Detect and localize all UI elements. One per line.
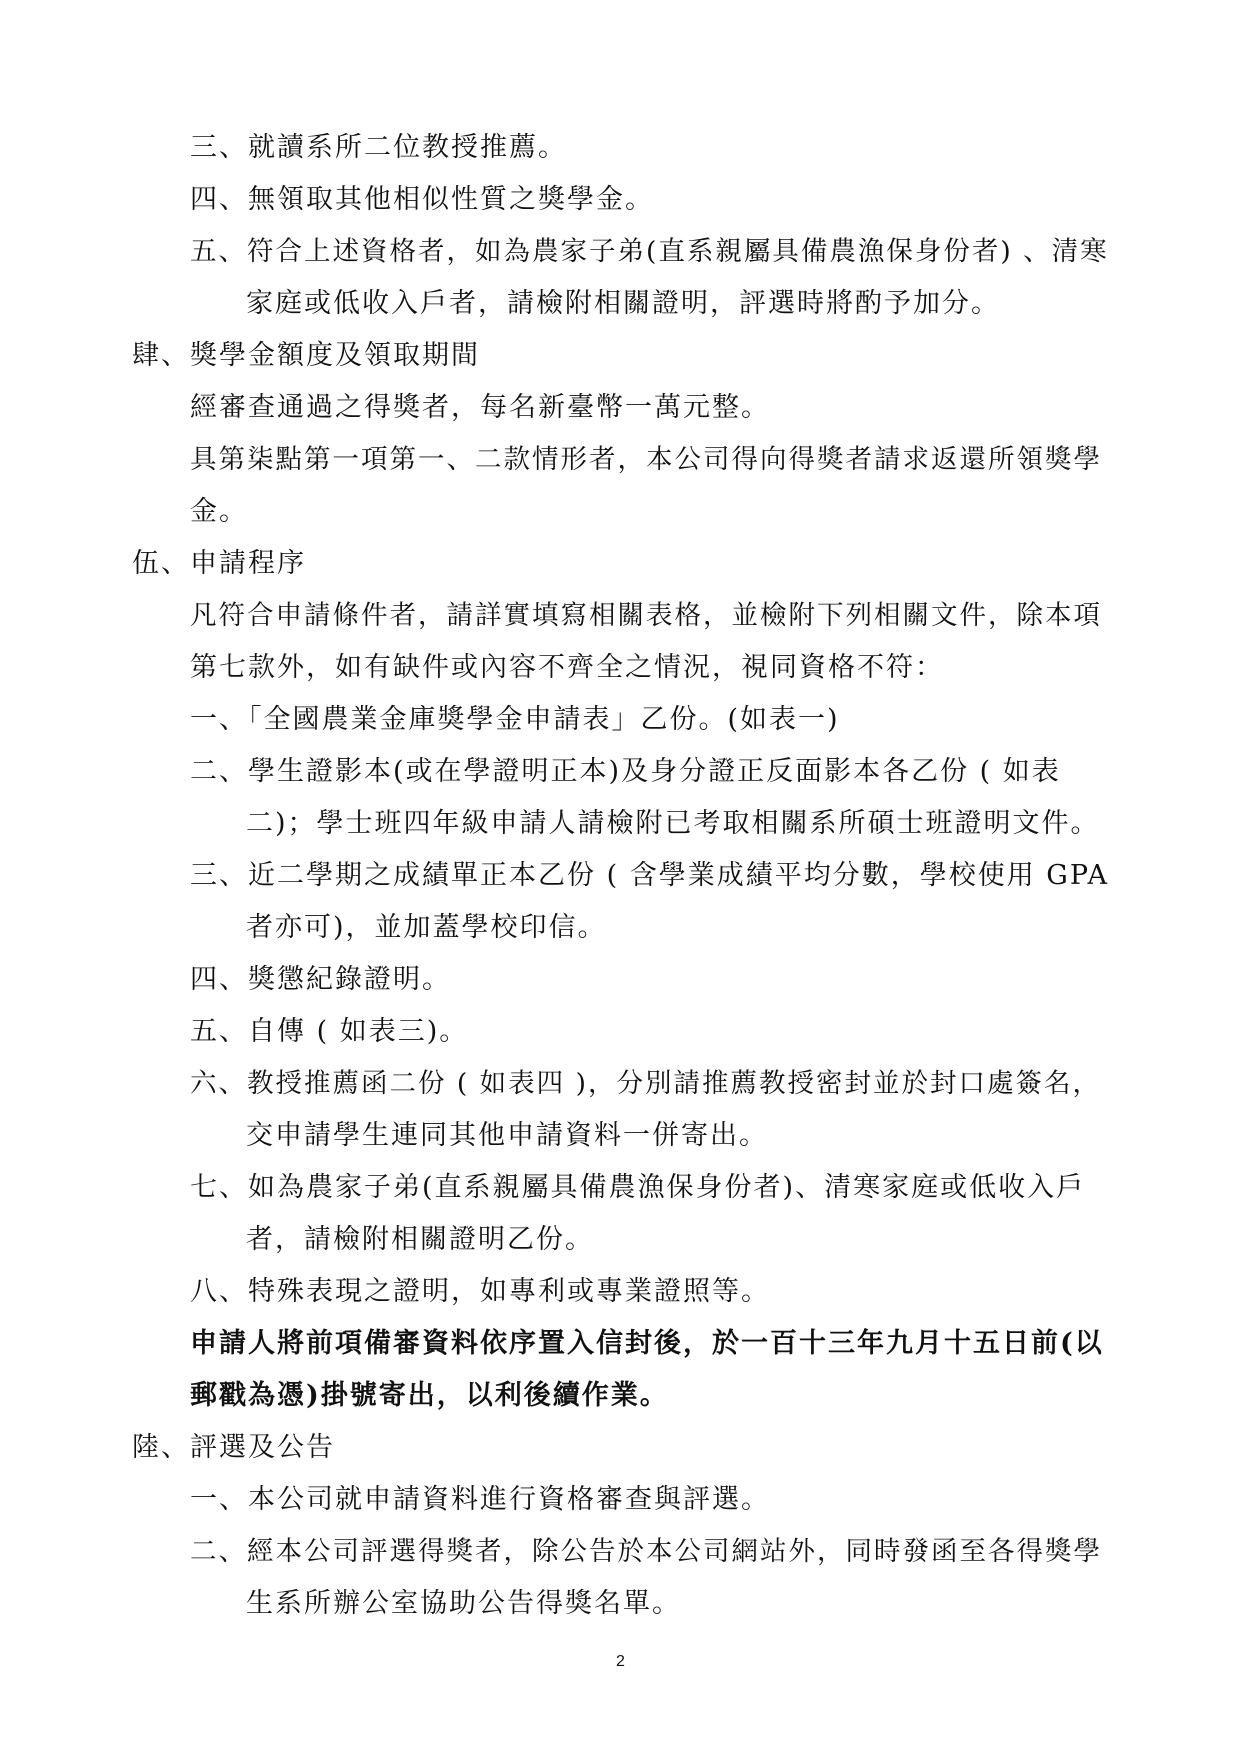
item-five-continuation: 家庭或低收入戶者，請檢附相關證明，評選時將酌予加分。: [246, 288, 1000, 319]
procedure-item-two: 二、學生證影本(或在學證明正本)及身分證正反面影本各乙份 ( 如表: [190, 756, 1061, 787]
procedure-item-seven: 七、如為農家子弟(直系親屬具備農漁保身份者)、清寒家庭或低收入戶: [190, 1172, 1086, 1203]
page-number: 2: [616, 1653, 625, 1670]
procedure-item-three-continuation: 者亦可)，並加蓋學校印信。: [246, 912, 607, 943]
procedure-item-six-continuation: 交申請學生連同其他申請資料一併寄出。: [246, 1120, 768, 1151]
paragraph-procedure-intro: 凡符合申請條件者，請詳實填寫相關表格，並檢附下列相關文件，除本項: [190, 600, 1102, 631]
procedure-item-six: 六、教授推薦函二份 ( 如表四 )，分別請推薦教授密封並於封口處簽名，: [190, 1068, 1101, 1099]
paragraph-refund-continuation: 金。: [190, 496, 248, 527]
section-heading-amount: 肆、獎學金額度及領取期間: [132, 340, 480, 371]
selection-item-two: 二、經本公司評選得獎者，除公告於本公司網站外，同時發函至各得獎學: [190, 1536, 1102, 1567]
item-three-professor-recommendation: 三、就讀系所二位教授推薦。: [190, 132, 567, 163]
selection-item-one: 一、本公司就申請資料進行資格審查與評選。: [190, 1484, 770, 1515]
paragraph-award-amount: 經審查通過之得獎者，每名新臺幣一萬元整。: [190, 392, 770, 423]
item-four-no-other-scholarship: 四、無領取其他相似性質之獎學金。: [190, 184, 654, 215]
procedure-item-eight: 八、特殊表現之證明，如專利或專業證照等。: [190, 1276, 770, 1307]
deadline-notice: 申請人將前項備審資料依序置入信封後，於一百十三年九月十五日前(以: [190, 1328, 1104, 1359]
item-five-bonus-qualification: 五、符合上述資格者，如為農家子弟(直系親屬具備農漁保身份者) 、清寒: [190, 236, 1109, 267]
section-heading-procedure: 伍、申請程序: [132, 548, 306, 579]
selection-item-two-continuation: 生系所辦公室協助公告得獎名單。: [246, 1588, 681, 1619]
procedure-item-one: 一、「全國農業金庫獎學金申請表」乙份。(如表一): [190, 704, 840, 735]
procedure-item-two-continuation: 二)；學士班四年級申請人請檢附已考取相關系所碩士班證明文件。: [246, 808, 1100, 839]
section-heading-selection: 陸、評選及公告: [132, 1432, 335, 1463]
procedure-item-three: 三、近二學期之成績單正本乙份 ( 含學業成績平均分數，學校使用 GPA: [190, 860, 1110, 891]
procedure-item-five: 五、自傳 ( 如表三)。: [190, 1016, 469, 1047]
procedure-item-four: 四、獎懲紀錄證明。: [190, 964, 451, 995]
paragraph-refund: 具第柒點第一項第一、二款情形者，本公司得向得獎者請求返還所領獎學: [190, 444, 1102, 475]
paragraph-procedure-intro-continuation: 第七款外，如有缺件或內容不齊全之情況，視同資格不符：: [190, 652, 944, 683]
deadline-notice-continuation: 郵戳為憑)掛號寄出，以利後續作業。: [190, 1380, 669, 1411]
procedure-item-seven-continuation: 者，請檢附相關證明乙份。: [246, 1224, 594, 1255]
